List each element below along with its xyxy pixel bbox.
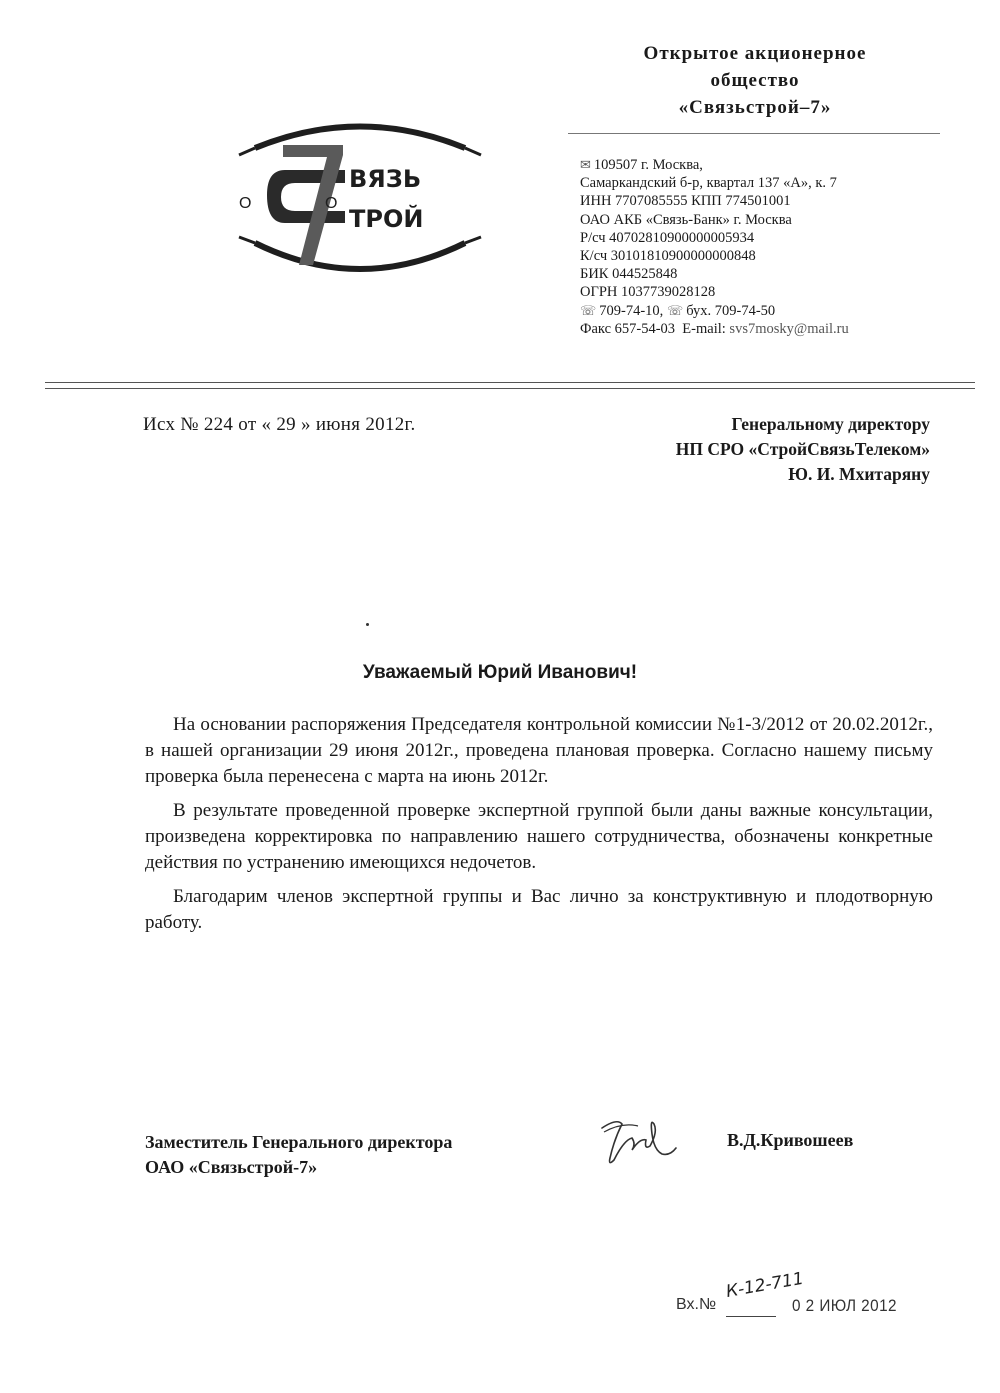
org-name-line-2: общество	[710, 70, 800, 91]
fax: Факс 657-54-03	[580, 320, 676, 337]
logo-word-svyaz: ВЯЗЬ	[349, 165, 422, 193]
handwritten-signature	[592, 1110, 692, 1170]
address-line-1-text: 109507 г. Москва,	[593, 157, 703, 173]
incoming-label: Вх.№	[676, 1296, 717, 1313]
correspondent-account: К/сч 30101810900000000848	[580, 247, 756, 264]
signatory-position: Заместитель Генерального директора	[145, 1132, 453, 1152]
logo-lower-arc	[255, 243, 465, 269]
body-paragraph-1: На основании распоряжения Председателя контрольной комиссии №1-3/2012 от 20.02.2012г., в нашей организации 29 июня 2012г., проведена плановая проверка. Согласно нашему письму проверка была перенесена с марта на июнь 2012г.	[145, 714, 933, 787]
email-label: E-mail:	[682, 320, 726, 337]
phone-main: 709-74-10,	[599, 302, 664, 319]
phones	[580, 302, 849, 320]
logo-letter-a: А	[293, 195, 304, 212]
phone-icon: ☏	[580, 302, 597, 318]
email-address: svs7mosky@mail.ru	[729, 320, 849, 337]
addressee-block	[676, 412, 930, 487]
header-rule	[568, 133, 940, 134]
inn-kpp: ИНН 7707085555 КПП 774501001	[580, 193, 791, 210]
envelope-icon: ✉	[580, 157, 591, 172]
logo-lower-arc-end-right	[465, 237, 481, 243]
signatory-name: В.Д.Кривошеев	[727, 1130, 854, 1150]
logo-upper-arc-end-right	[465, 148, 481, 155]
addressee-position: Генеральному директору	[731, 414, 930, 434]
company-logo	[225, 115, 495, 295]
header-separator-bottom	[45, 388, 975, 389]
organization-name	[560, 40, 950, 121]
bik: БИК 044525848	[580, 266, 678, 283]
incoming-number: К-12-711	[724, 1268, 806, 1302]
incoming-number-line	[726, 1316, 776, 1317]
body-paragraph-3: Благодарим членов экспертной группы и Вас лично за конструктивную и плодотворную работу.	[145, 886, 933, 933]
signatory-company: ОАО «Связьстрой-7»	[145, 1157, 318, 1177]
logo-letter-o2: О	[325, 195, 338, 212]
logo-word-stroy: ТРОЙ	[349, 205, 424, 233]
scan-speck	[366, 623, 369, 626]
logo-upper-arc	[255, 127, 465, 149]
outgoing-reference: Исх № 224 от « 29 » июня 2012г.	[143, 414, 416, 435]
contact-details	[580, 156, 849, 338]
addressee-name: Ю. И. Мхитаряну	[788, 464, 930, 484]
org-name-line-3: «Связьстрой–7»	[678, 97, 832, 118]
addressee-organization: НП СРО «СтройСвязьТелеком»	[675, 439, 930, 459]
logo-letter-o: О	[239, 195, 252, 212]
ogrn: ОГРН 1037739028128	[580, 284, 716, 301]
logo-upper-arc-end-left	[239, 148, 255, 155]
header-separator-top	[45, 382, 975, 383]
letter-body	[145, 712, 933, 944]
incoming-date: 0 2 ИЮЛ 2012	[792, 1296, 898, 1315]
org-name-line-1: Открытое акционерное	[643, 43, 867, 64]
fax-email	[580, 320, 849, 338]
logo-lower-arc-end-left	[239, 237, 255, 243]
signature-underline	[604, 1125, 638, 1132]
body-paragraph-2: В результате проведенной проверке экспертной группой были даны важные консультации, произведена корректировка по направлению нашего сотрудничества, обозначены конкретные действия по устранению имеющихся недочетов.	[145, 800, 933, 873]
address-line-1	[580, 156, 849, 174]
address-line-2: Самаркандский б-р, квартал 137 «А», к. 7	[580, 175, 837, 192]
incoming-stamp	[676, 1268, 916, 1326]
salutation: Уважаемый Юрий Иванович!	[362, 662, 638, 683]
bank-name: ОАО АКБ «Связь-Банк» г. Москва	[580, 211, 792, 228]
settlement-account: Р/сч 40702810900000005934	[580, 229, 755, 246]
signatory-title	[145, 1130, 452, 1180]
phone-accounting: бух. 709-74-50	[686, 302, 776, 319]
phone-icon-2: ☏	[666, 302, 684, 318]
